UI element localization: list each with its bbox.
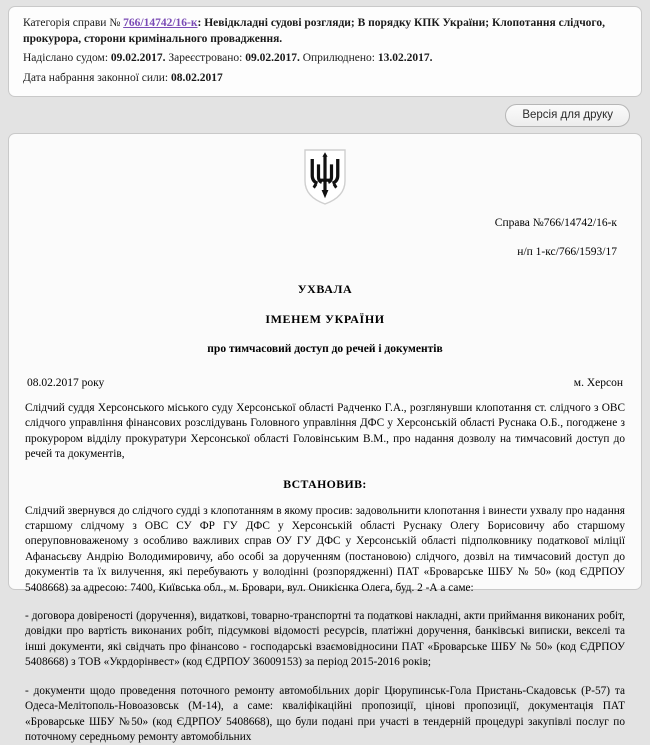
page-root <box>0 6 650 743</box>
legal-force-label: Дата набрання законної сили: <box>23 71 171 84</box>
document-list-item-1: - договора довіреності (доручення), видаткові, товарно-транспортні та податкові накладні, акти приймання виконаних робіт, довідки про вартість виконаних робіт, підсумкові відомості ресурсів, платіжні доручення, банківські виписки, векселі та інші документи, які свідчать про фінансово - господарські взаємовідносини ПАТ «Броварське ШБУ № 50» (код ЄДРПОУ 5408668) з ТОВ «Укрдорінвест» (код ЄДРПОУ 36009153) за період 2015-2016 років; <box>25 610 625 669</box>
petition-body-paragraph: Слідчий звернувся до слідчого судді з клопотанням в якому просив: задовольнити клопотання і винести ухвалу про надання старшому слідчому з ОВС СУ ФР ГУ ДФС у Херсонській області Руснаку Олегу Борисовичу або старшому оперуповноваженому з особливо важливих справ ОУ ГУ ДФС у Херсонській області підполковнику податкової міліції Афанасьєву Андрію Володимировичу, або особі за дорученням (постановою) слідчого, дозвіл на тимчасовий доступ до документів та їх вилучення, які перебувають у володінні (розпорядженні) ПАТ «Броварське ШБУ № 50» (код ЄДРПОУ 5408668) за адресою: 7400, Київська обл., м. Бровари, вул. Оникієнка Олега, буд. 2 -А а саме: <box>25 504 625 594</box>
published-date: 13.02.2017. <box>377 52 433 64</box>
case-dates-line <box>23 51 627 67</box>
document-date: 08.02.2017 року <box>27 377 105 389</box>
case-number: Справа №766/14742/16-к <box>494 217 617 229</box>
case-number-link[interactable]: 766/14742/16-к <box>123 17 198 29</box>
toolbar-band <box>8 97 642 133</box>
proceeding-number: н/п 1-кс/766/1593/17 <box>517 246 617 258</box>
sent-date: 09.02.2017. <box>110 52 166 64</box>
case-metadata-panel <box>8 6 642 97</box>
legal-force-line <box>23 71 627 87</box>
document-title: УХВАЛА <box>297 282 353 296</box>
court-decision-document <box>8 133 642 743</box>
emblem-container <box>23 148 627 206</box>
intro-paragraph: Слідчий суддя Херсонського міського суду Херсонської області Радченко Г.А., розглянувши клопотання ст. слідчого з ОВС слідчого управління фінансових розслідувань Головного управління ДФС у Херсонській області Руснака О.Б., погоджене з прокурором відділу прокуратури Херсонської області Головінським В.М., про надання дозволу на тимчасовий доступ до речей та документів, <box>25 402 625 461</box>
case-category-value: : Невідкладні судові розгляди; В порядку КПК України; Клопотання слідчого, прокурора, сторони кримінального провадження. <box>23 17 605 45</box>
published-label: Оприлюднено: <box>299 52 378 64</box>
print-version-button[interactable]: Версія для друку <box>505 104 630 127</box>
registered-date: 09.02.2017. <box>245 52 300 64</box>
document-subtitle: ІМЕНЕМ УКРАЇНИ <box>265 312 385 326</box>
ukraine-coat-of-arms-tryzub-icon <box>303 148 347 206</box>
document-list-item-2: - документи щодо проведення поточного ремонту автомобільних доріг Цюрупинськ-Гола Пристань-Скадовськ (Р-57) та Одеса-Мелітополь-Новоазовськ (М-14), а саме: кваліфікаційні пропозиції, цінові пропозиції, документація ПАТ «Броварське ШБУ №50» (код ЄДРПОУ 5408668), що були подані при участі в тендерній процедурі закупівлі послуг по поточному середньому ремонту автомобільних <box>25 684 625 743</box>
document-city: м. Херсон <box>573 377 623 389</box>
case-category-line <box>23 16 627 47</box>
registered-label: Зареєстровано: <box>165 52 246 64</box>
sent-label: Надіслано судом: <box>23 52 111 64</box>
case-category-label: Категорія справи № <box>23 17 124 29</box>
document-description: про тимчасовий доступ до речей і документів <box>207 343 443 355</box>
section-heading-established: ВСТАНОВИВ: <box>283 476 367 491</box>
document-dateline <box>23 377 627 389</box>
legal-force-date: 08.02.2017 <box>170 71 223 84</box>
